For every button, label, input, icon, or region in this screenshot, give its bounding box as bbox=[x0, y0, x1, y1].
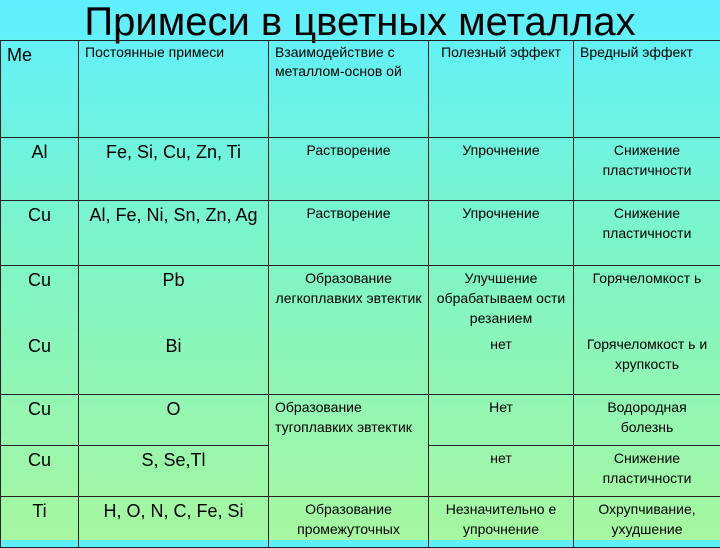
cell-me: Cu bbox=[1, 332, 79, 395]
cell-interaction: Растворение bbox=[269, 138, 429, 201]
cell-harmful: Снижение пластичности bbox=[574, 138, 720, 201]
cell-me: Cu bbox=[1, 201, 79, 266]
cell-useful: нет bbox=[429, 446, 574, 497]
cell-impurities: O bbox=[79, 395, 269, 446]
cell-me: Ti bbox=[1, 497, 79, 548]
cell-me: Al bbox=[1, 138, 79, 201]
cell-harmful: Горячеломкост ь и хрупкость bbox=[574, 332, 720, 395]
header-harmful: Вредный эффект bbox=[574, 41, 720, 138]
table-row bbox=[1, 395, 720, 446]
table-row bbox=[1, 446, 720, 497]
page-title: Примеси в цветных металлах bbox=[0, 0, 720, 44]
cell-interaction: Образование промежуточных bbox=[269, 497, 429, 548]
cell-me: Cu bbox=[1, 395, 79, 446]
header-useful: Полезный эффект bbox=[429, 41, 574, 138]
cell-interaction: Образование легкоплавких эвтектик bbox=[269, 266, 429, 333]
table-header-row bbox=[1, 41, 720, 138]
cell-useful: Улучшение обрабатываем ости резанием bbox=[429, 266, 574, 333]
cell-impurities: Pb bbox=[79, 266, 269, 333]
header-impurities: Постоянные примеси bbox=[79, 41, 269, 138]
table-row bbox=[1, 266, 720, 333]
header-interaction: Взаимодействие с металлом-основ ой bbox=[269, 41, 429, 138]
cell-me: Cu bbox=[1, 446, 79, 497]
cell-useful: нет bbox=[429, 332, 574, 395]
cell-harmful: Снижение пластичности bbox=[574, 446, 720, 497]
table-row bbox=[1, 201, 720, 266]
cell-impurities: Fe, Si, Cu, Zn, Ti bbox=[79, 138, 269, 201]
cell-useful: Нет bbox=[429, 395, 574, 446]
cell-interaction bbox=[269, 446, 429, 497]
cell-impurities: H, O, N, C, Fe, Si bbox=[79, 497, 269, 548]
cell-impurities: Al, Fe, Ni, Sn, Zn, Ag bbox=[79, 201, 269, 266]
cell-impurities: S, Se,Tl bbox=[79, 446, 269, 497]
cell-interaction: Образование тугоплавких эвтектик bbox=[269, 395, 429, 446]
cell-harmful: Охрупчивание, ухудшение bbox=[574, 497, 720, 548]
cell-me: Cu bbox=[1, 266, 79, 333]
cell-harmful: Горячеломкост ь bbox=[574, 266, 720, 333]
cell-interaction bbox=[269, 332, 429, 395]
table-row bbox=[1, 332, 720, 395]
cell-impurities: Bi bbox=[79, 332, 269, 395]
cell-interaction: Растворение bbox=[269, 201, 429, 266]
cell-useful: Упрочнение bbox=[429, 201, 574, 266]
cell-useful: Упрочнение bbox=[429, 138, 574, 201]
cell-useful: Незначительно е упрочнение bbox=[429, 497, 574, 548]
header-me: Me bbox=[1, 41, 79, 138]
impurities-table bbox=[0, 40, 720, 548]
cell-harmful: Водородная болезнь bbox=[574, 395, 720, 446]
table-row bbox=[1, 138, 720, 201]
cell-harmful: Снижение пластичности bbox=[574, 201, 720, 266]
